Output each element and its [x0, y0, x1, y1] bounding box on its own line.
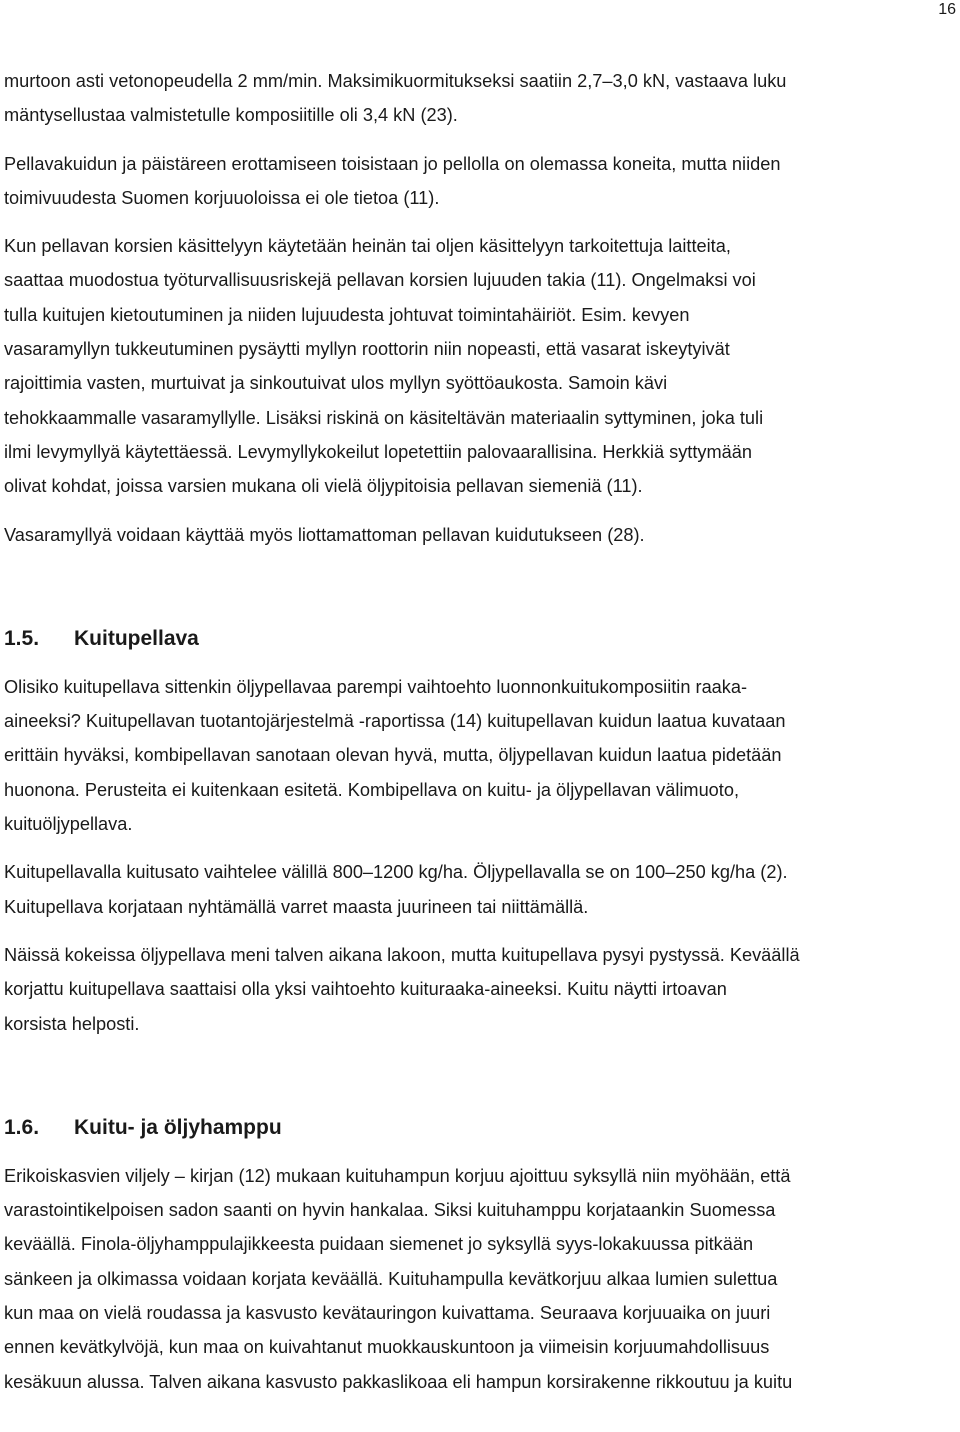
text-line: aineeksi? Kuitupellavan tuotantojärjestelmä -raportissa (14) kuitupellavan kuidun laatua kuvataan [4, 711, 786, 732]
paragraph-fiber-yield [4, 855, 956, 924]
text-line: toimivuudesta Suomen korjuuoloissa ei ole tietoa (11). [4, 187, 440, 208]
text-line: vasaramyllyn tukkeutuminen pysäytti myllyn roottorin niin nopeasti, että vasarat iskeytyivät [4, 339, 730, 360]
text-line: rajoittimia vasten, murtuivat ja sinkoutuivat ulos myllyn syöttöaukosta. Samoin kävi [4, 373, 668, 394]
paragraph-safety-risks [4, 229, 956, 503]
text-line: saattaa muodostua työturvallisuusriskejä pellavan korsien lujuuden takia (11). Ongelmaksi voi [4, 270, 756, 291]
text-line: kun maa on vielä roudassa ja kasvusto kevätauringon kuivattama. Seuraava korjuuaika on juuri [4, 1303, 771, 1324]
text-line: Kuitupellava korjataan nyhtämällä varret maasta juurineen tai niittämällä. [4, 896, 589, 917]
text-line: kesäkuun alussa. Talven aikana kasvusto pakkaslikoaa eli hampun korsirakenne rikkoutuu ja kuitu [4, 1371, 793, 1392]
text-line: olivat kohdat, joissa varsien mukana oli vielä öljypitoisia pellavan siemeniä (11). [4, 476, 643, 497]
text-line: kuituöljypellava. [4, 814, 133, 835]
text-line: Erikoiskasvien viljely – kirjan (12) mukaan kuituhampun korjuu ajoittuu syksyllä niin myöhään, että [4, 1165, 791, 1186]
section-number: 1.6. [4, 1115, 40, 1139]
paragraph-separation-machines [4, 147, 956, 216]
text-line: ilmi levymyllyä käytettäessä. Levymyllykokeilut lopetettiin palovaarallisina. Herkkiä syttymään [4, 441, 752, 462]
text-line: Olisiko kuitupellava sittenkin öljypellavaa parempi vaihtoehto luonnonkuitukomposiitin raaka- [4, 676, 748, 697]
paragraph-hammer-mill [4, 518, 956, 552]
paragraph-experiments [4, 938, 956, 1041]
text-line: huonona. Perusteita ei kuitenkaan esitetä. Kombipellava on kuitu- ja öljypellavan välimuoto, [4, 779, 740, 800]
text-line: keväällä. Finola-öljyhamppulajikkeesta puidaan siemenet jo syksyllä syys-lokakuussa pitkään [4, 1234, 754, 1255]
text-line: Pellavakuidun ja päistäreen erottamiseen toisistaan jo pellolla on olemassa koneita, mutta niiden [4, 153, 781, 174]
section-heading-hamppu [4, 1111, 956, 1145]
section-number: 1.5. [4, 626, 40, 650]
text-line: tehokkaammalle vasaramyllylle. Lisäksi riskinä on käsiteltävän materiaalin syttyminen, joka tuli [4, 407, 764, 428]
page-number: 16 [938, 1, 956, 18]
paragraph-tensile-result [4, 64, 956, 133]
text-line: Vasaramyllyä voidaan käyttää myös liottamattoman pellavan kuidutukseen (28). [4, 524, 645, 545]
text-line: ennen kevätkylvöjä, kun maa on kuivahtanut muokkauskuntoon ja viimeisin korjuumahdollisuus [4, 1337, 770, 1358]
text-line: erittäin hyväksi, kombipellavan sanotaan olevan hyvä, mutta, öljypellavan kuidun laatua pidetään [4, 745, 782, 766]
text-line: sänkeen ja olkimassa voidaan korjata keväällä. Kuituhampulla kevätkorjuu alkaa lumien sulettua [4, 1268, 778, 1289]
paragraph-hemp-harvest [4, 1159, 956, 1399]
text-line: korsista helposti. [4, 1013, 140, 1034]
text-line: korjattu kuitupellava saattaisi olla yksi vaihtoehto kuituraaka-aineeksi. Kuitu näytti irtoavan [4, 979, 727, 1000]
document-body [4, 64, 956, 1399]
paragraph-fiber-flax-question [4, 670, 956, 841]
text-line: mäntysellustaa valmistetulle komposiitille oli 3,4 kN (23). [4, 105, 458, 126]
text-line: tulla kuitujen kietoutuminen ja niiden lujuudesta johtuvat toimintahäiriöt. Esim. kevyen [4, 304, 690, 325]
section-title: Kuitupellava [74, 626, 199, 650]
text-line: varastointikelpoisen sadon saanti on hyvin hankalaa. Siksi kuituhamppu korjataankin Suomessa [4, 1200, 776, 1221]
text-line: Kuitupellavalla kuitusato vaihtelee välillä 800–1200 kg/ha. Öljypellavalla se on 100–250 kg/ha (2). [4, 862, 788, 883]
section-title: Kuitu- ja öljyhamppu [74, 1115, 282, 1139]
text-line: Kun pellavan korsien käsittelyyn käytetään heinän tai oljen käsittelyyn tarkoitettuja laitteita, [4, 236, 731, 257]
text-line: murtoon asti vetonopeudella 2 mm/min. Maksimikuormitukseksi saatiin 2,7–3,0 kN, vastaava luku [4, 71, 787, 91]
section-heading-kuitupellava [4, 622, 956, 656]
text-line: Näissä kokeissa öljypellava meni talven aikana lakoon, mutta kuitupellava pysyi pystyssä. Keväällä [4, 944, 800, 965]
